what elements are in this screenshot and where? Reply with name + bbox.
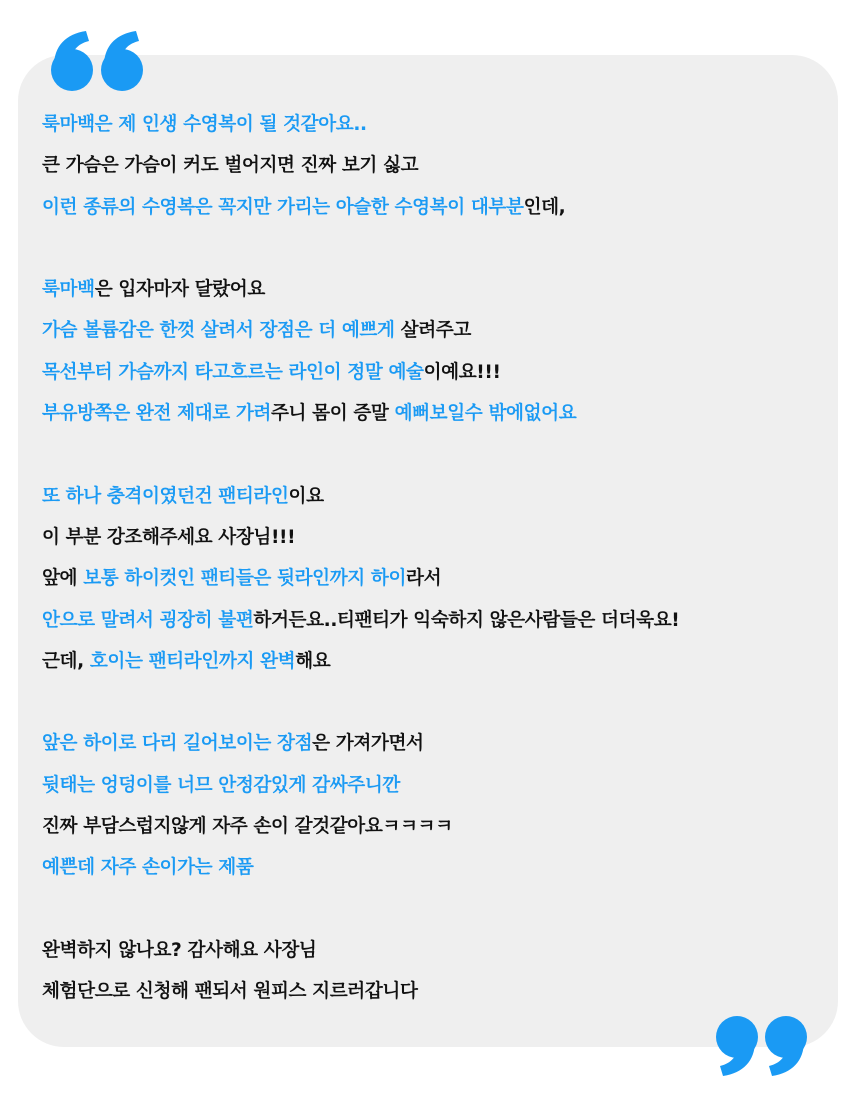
highlighted-text: 앞은 하이로 다리 길어보이는 장점 xyxy=(42,733,313,755)
review-line xyxy=(42,806,832,847)
highlighted-text: 예뻐보일수 밖에없어요 xyxy=(394,403,577,425)
review-line xyxy=(42,847,832,888)
blank-line xyxy=(42,682,832,723)
review-line xyxy=(42,600,832,641)
plain-text: 살려주고 xyxy=(394,320,471,342)
quote-open-icon xyxy=(50,30,145,92)
highlighted-text: 예쁜데 자주 손이가는 제품 xyxy=(42,857,254,879)
plain-text: 체험단으로 신청해 팬되서 원피스 지르러갑니다 xyxy=(42,981,418,1003)
plain-text: 진짜 부담스럽지않게 자주 손이 갈것같아요ㅋㅋㅋㅋ xyxy=(42,816,453,838)
plain-text: 은 입자마자 달랐어요 xyxy=(94,279,265,301)
blank-line xyxy=(42,228,832,269)
review-line xyxy=(42,930,832,971)
plain-text: 이요 xyxy=(288,485,324,507)
review-line xyxy=(42,187,832,228)
blank-line xyxy=(42,434,832,475)
review-line xyxy=(42,517,832,558)
highlighted-text: 호이는 팬티라인까지 완벽 xyxy=(89,650,296,672)
plain-text: 근데, xyxy=(42,650,90,672)
highlighted-text: 가슴 볼륨감은 한껏 살려서 장점은 더 예쁘게 xyxy=(42,320,395,342)
highlighted-text: 목선부터 가슴까지 타고흐르는 라인이 정말 예술 xyxy=(42,361,424,383)
plain-text: 하거든요..티팬티가 익숙하지 않은사람들은 더더욱요! xyxy=(253,609,680,631)
review-line xyxy=(42,393,832,434)
highlighted-text: 룩마백 xyxy=(42,279,95,301)
plain-text: 완벽하지 않나요? 감사해요 사장님 xyxy=(42,939,317,961)
review-line xyxy=(42,723,832,764)
plain-text: 은 가져가면서 xyxy=(312,733,424,755)
review-line xyxy=(42,269,832,310)
highlighted-text: 부유방쪽은 완전 제대로 가려 xyxy=(42,403,271,425)
review-text xyxy=(42,104,832,1013)
plain-text: 이 부분 강조해주세요 사장님!!! xyxy=(42,526,296,548)
plain-text: 이예요!!! xyxy=(423,361,501,383)
review-line xyxy=(42,765,832,806)
plain-text: 라서 xyxy=(406,568,442,590)
review-line xyxy=(42,971,832,1012)
review-line xyxy=(42,352,832,393)
plain-text: 큰 가슴은 가슴이 커도 벌어지면 진짜 보기 싫고 xyxy=(42,155,419,177)
plain-text: 주니 몸이 증말 xyxy=(270,403,395,425)
highlighted-text: 안으로 말려서 굉장히 불편 xyxy=(42,609,254,631)
highlighted-text: 또 하나 충격이였던건 팬티라인 xyxy=(42,485,289,507)
plain-text: 인데, xyxy=(523,196,566,218)
review-line xyxy=(42,145,832,186)
highlighted-text: 룩마백은 제 인생 수영복이 될 것같아요.. xyxy=(42,114,367,135)
highlighted-text: 이런 종류의 수영복은 꼭지만 가리는 아슬한 수영복이 대부분 xyxy=(42,196,524,218)
review-line xyxy=(42,104,832,145)
highlighted-text: 보통 하이컷인 팬티들은 뒷라인까지 하이 xyxy=(83,568,407,590)
quote-close-icon xyxy=(716,1015,808,1077)
highlighted-text: 뒷태는 엉덩이를 너므 안정감있게 감싸주니깐 xyxy=(42,774,400,796)
plain-text: 해요 xyxy=(295,650,331,672)
blank-line xyxy=(42,889,832,930)
review-line xyxy=(42,476,832,517)
review-line xyxy=(42,310,832,351)
review-line xyxy=(42,558,832,599)
review-line xyxy=(42,641,832,682)
plain-text: 앞에 xyxy=(42,568,84,590)
